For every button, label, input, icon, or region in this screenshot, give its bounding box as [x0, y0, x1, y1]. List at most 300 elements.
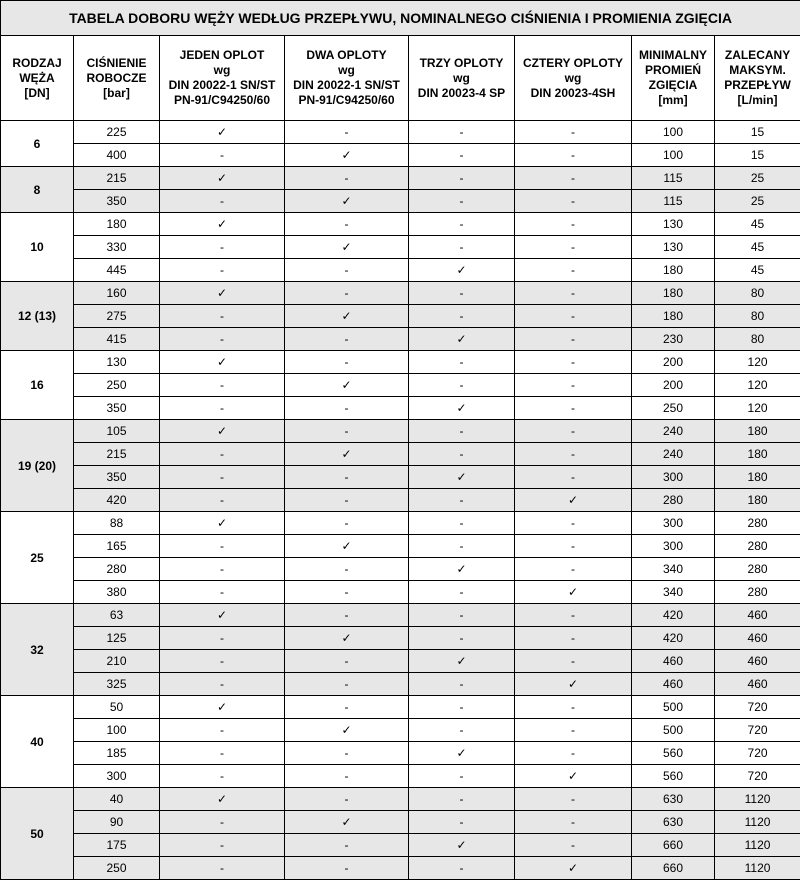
- dn-size-cell: 19 (20): [1, 420, 74, 512]
- dash-cell: -: [515, 627, 632, 650]
- header-line: wg: [213, 63, 231, 77]
- pressure-cell: 40: [74, 788, 160, 811]
- checkmark-icon: ✓: [409, 650, 515, 673]
- header-line: MINIMALNY: [639, 48, 707, 62]
- min-radius-cell: 460: [632, 650, 715, 673]
- pressure-cell: 50: [74, 696, 160, 719]
- max-flow-cell: 720: [715, 765, 800, 788]
- dash-cell: -: [285, 742, 409, 765]
- header-line: DIN 20023-4 SP: [417, 85, 506, 100]
- checkmark-icon: ✓: [160, 420, 285, 443]
- header-line: [bar]: [103, 85, 130, 100]
- table-row: [1, 397, 800, 420]
- max-flow-cell: 460: [715, 673, 800, 696]
- max-flow-cell: 80: [715, 282, 800, 305]
- table-body: [1, 121, 800, 880]
- dash-cell: -: [409, 788, 515, 811]
- table-title: TABELA DOBORU WĘŻY WEDŁUG PRZEPŁYWU, NOMINALNEGO CIŚNIENIA I PROMIENIA ZGIĘCIA: [1, 1, 800, 36]
- dash-cell: -: [409, 719, 515, 742]
- pressure-cell: 165: [74, 535, 160, 558]
- table-row: [1, 811, 800, 834]
- checkmark-icon: ✓: [160, 788, 285, 811]
- dash-cell: -: [515, 374, 632, 397]
- pressure-cell: 330: [74, 236, 160, 259]
- checkmark-icon: ✓: [160, 167, 285, 190]
- header-three-braids: [409, 36, 515, 121]
- dash-cell: -: [409, 581, 515, 604]
- header-line: CZTERY OPLOTY: [522, 55, 623, 70]
- max-flow-cell: 80: [715, 305, 800, 328]
- dash-cell: -: [285, 673, 409, 696]
- header-line: DIN 20022-1 SN/ST: [168, 78, 276, 92]
- dash-cell: -: [515, 466, 632, 489]
- pressure-cell: 130: [74, 351, 160, 374]
- dash-cell: -: [160, 443, 285, 466]
- header-line: [DN]: [24, 85, 50, 100]
- checkmark-icon: ✓: [409, 259, 515, 282]
- dn-size-cell: 40: [1, 696, 74, 788]
- checkmark-icon: ✓: [285, 443, 409, 466]
- pressure-cell: 350: [74, 190, 160, 213]
- dash-cell: -: [515, 535, 632, 558]
- dash-cell: -: [515, 696, 632, 719]
- checkmark-icon: ✓: [409, 328, 515, 351]
- pressure-cell: 100: [74, 719, 160, 742]
- table-row: [1, 466, 800, 489]
- min-radius-cell: 200: [632, 351, 715, 374]
- dash-cell: -: [409, 305, 515, 328]
- table-row: [1, 259, 800, 282]
- min-radius-cell: 500: [632, 719, 715, 742]
- pressure-cell: 300: [74, 765, 160, 788]
- dash-cell: -: [160, 305, 285, 328]
- dash-cell: -: [409, 282, 515, 305]
- table-row: [1, 282, 800, 305]
- min-radius-cell: 660: [632, 857, 715, 880]
- checkmark-icon: ✓: [409, 558, 515, 581]
- dash-cell: -: [409, 443, 515, 466]
- checkmark-icon: ✓: [160, 604, 285, 627]
- dash-cell: -: [285, 581, 409, 604]
- min-radius-cell: 300: [632, 512, 715, 535]
- checkmark-icon: ✓: [285, 144, 409, 167]
- dash-cell: -: [409, 696, 515, 719]
- table-row: [1, 834, 800, 857]
- dash-cell: -: [409, 627, 515, 650]
- dash-cell: -: [285, 696, 409, 719]
- dash-cell: -: [160, 673, 285, 696]
- dash-cell: -: [515, 788, 632, 811]
- min-radius-cell: 180: [632, 282, 715, 305]
- table-row: [1, 512, 800, 535]
- min-radius-cell: 250: [632, 397, 715, 420]
- dash-cell: -: [515, 351, 632, 374]
- header-line: wg: [338, 63, 355, 77]
- pressure-cell: 350: [74, 397, 160, 420]
- pressure-cell: 185: [74, 742, 160, 765]
- min-radius-cell: 115: [632, 190, 715, 213]
- table-row: [1, 144, 800, 167]
- header-line: PROMIEŃ: [644, 63, 701, 77]
- checkmark-icon: ✓: [515, 857, 632, 880]
- max-flow-cell: 720: [715, 742, 800, 765]
- dash-cell: -: [515, 443, 632, 466]
- dash-cell: -: [160, 397, 285, 420]
- min-radius-cell: 180: [632, 305, 715, 328]
- min-radius-cell: 100: [632, 144, 715, 167]
- dash-cell: -: [409, 512, 515, 535]
- header-max-flow: [715, 36, 800, 121]
- dash-cell: -: [515, 604, 632, 627]
- dash-cell: -: [515, 742, 632, 765]
- dash-cell: -: [285, 420, 409, 443]
- pressure-cell: 180: [74, 213, 160, 236]
- checkmark-icon: ✓: [285, 535, 409, 558]
- dash-cell: -: [160, 558, 285, 581]
- dash-cell: -: [515, 420, 632, 443]
- dash-cell: -: [409, 489, 515, 512]
- dash-cell: -: [160, 144, 285, 167]
- dash-cell: -: [285, 489, 409, 512]
- max-flow-cell: 720: [715, 696, 800, 719]
- dash-cell: -: [285, 466, 409, 489]
- pressure-cell: 210: [74, 650, 160, 673]
- dash-cell: -: [285, 167, 409, 190]
- dn-size-cell: 8: [1, 167, 74, 213]
- min-radius-cell: 460: [632, 673, 715, 696]
- pressure-cell: 215: [74, 167, 160, 190]
- dash-cell: -: [515, 512, 632, 535]
- max-flow-cell: 280: [715, 581, 800, 604]
- checkmark-icon: ✓: [409, 466, 515, 489]
- checkmark-icon: ✓: [160, 696, 285, 719]
- checkmark-icon: ✓: [160, 213, 285, 236]
- min-radius-cell: 660: [632, 834, 715, 857]
- dash-cell: -: [409, 673, 515, 696]
- dash-cell: -: [409, 121, 515, 144]
- max-flow-cell: 720: [715, 719, 800, 742]
- header-line: wg: [564, 70, 582, 85]
- dash-cell: -: [409, 236, 515, 259]
- checkmark-icon: ✓: [515, 765, 632, 788]
- pressure-cell: 90: [74, 811, 160, 834]
- dn-size-cell: 12 (13): [1, 282, 74, 351]
- min-radius-cell: 130: [632, 236, 715, 259]
- checkmark-icon: ✓: [515, 489, 632, 512]
- table-row: [1, 765, 800, 788]
- pressure-cell: 225: [74, 121, 160, 144]
- table-row: [1, 489, 800, 512]
- min-radius-cell: 630: [632, 811, 715, 834]
- header-line: PRZEPŁYW: [724, 78, 791, 92]
- table-row: [1, 328, 800, 351]
- max-flow-cell: 15: [715, 144, 800, 167]
- min-radius-cell: 240: [632, 443, 715, 466]
- pressure-cell: 280: [74, 558, 160, 581]
- pressure-cell: 380: [74, 581, 160, 604]
- pressure-cell: 400: [74, 144, 160, 167]
- dash-cell: -: [515, 236, 632, 259]
- dn-size-cell: 10: [1, 213, 74, 282]
- max-flow-cell: 460: [715, 604, 800, 627]
- header-line: DIN 20023-4SH: [530, 85, 616, 100]
- dn-size-cell: 50: [1, 788, 74, 880]
- dash-cell: -: [515, 282, 632, 305]
- column-header-row: [1, 36, 800, 121]
- checkmark-icon: ✓: [515, 581, 632, 604]
- dash-cell: -: [285, 121, 409, 144]
- dash-cell: -: [409, 213, 515, 236]
- dash-cell: -: [515, 397, 632, 420]
- checkmark-icon: ✓: [409, 397, 515, 420]
- checkmark-icon: ✓: [409, 834, 515, 857]
- min-radius-cell: 500: [632, 696, 715, 719]
- header-line: wg: [453, 70, 470, 85]
- min-radius-cell: 340: [632, 581, 715, 604]
- dash-cell: -: [160, 811, 285, 834]
- pressure-cell: 325: [74, 673, 160, 696]
- max-flow-cell: 45: [715, 236, 800, 259]
- header-one-braid: [160, 36, 285, 121]
- header-line: RODZAJ: [12, 55, 62, 70]
- max-flow-cell: 45: [715, 213, 800, 236]
- header-line: DIN 20022-1 SN/ST: [293, 78, 400, 92]
- dash-cell: -: [160, 259, 285, 282]
- table-row: [1, 788, 800, 811]
- dash-cell: -: [160, 627, 285, 650]
- pressure-cell: 415: [74, 328, 160, 351]
- header-line: ZGIĘCIA: [648, 78, 698, 92]
- pressure-cell: 350: [74, 466, 160, 489]
- dash-cell: -: [515, 144, 632, 167]
- dash-cell: -: [285, 213, 409, 236]
- max-flow-cell: 120: [715, 351, 800, 374]
- min-radius-cell: 130: [632, 213, 715, 236]
- header-line: [mm]: [658, 93, 688, 107]
- dash-cell: -: [160, 742, 285, 765]
- dash-cell: -: [285, 788, 409, 811]
- min-radius-cell: 560: [632, 742, 715, 765]
- dash-cell: -: [515, 167, 632, 190]
- header-four-braids: [515, 36, 632, 121]
- table-row: [1, 627, 800, 650]
- dash-cell: -: [285, 857, 409, 880]
- dash-cell: -: [285, 558, 409, 581]
- dash-cell: -: [515, 305, 632, 328]
- header-dn: [1, 36, 74, 121]
- table-row: [1, 581, 800, 604]
- pressure-cell: 250: [74, 374, 160, 397]
- dn-size-cell: 32: [1, 604, 74, 696]
- max-flow-cell: 180: [715, 466, 800, 489]
- min-radius-cell: 630: [632, 788, 715, 811]
- dash-cell: -: [160, 374, 285, 397]
- checkmark-icon: ✓: [285, 374, 409, 397]
- dash-cell: -: [409, 535, 515, 558]
- checkmark-icon: ✓: [409, 742, 515, 765]
- max-flow-cell: 180: [715, 443, 800, 466]
- dash-cell: -: [160, 489, 285, 512]
- dash-cell: -: [160, 535, 285, 558]
- max-flow-cell: 460: [715, 627, 800, 650]
- max-flow-cell: 280: [715, 512, 800, 535]
- dash-cell: -: [515, 259, 632, 282]
- table-row: [1, 673, 800, 696]
- header-line: PN-91/C94250/60: [173, 93, 271, 107]
- dash-cell: -: [160, 719, 285, 742]
- dash-cell: -: [160, 834, 285, 857]
- dash-cell: -: [285, 328, 409, 351]
- dash-cell: -: [409, 604, 515, 627]
- header-line: ROBOCZE: [86, 70, 147, 85]
- table-row: [1, 351, 800, 374]
- table-row: [1, 857, 800, 880]
- table-row: [1, 443, 800, 466]
- header-pressure: [74, 36, 160, 121]
- pressure-cell: 105: [74, 420, 160, 443]
- max-flow-cell: 1120: [715, 834, 800, 857]
- max-flow-cell: 120: [715, 397, 800, 420]
- dash-cell: -: [160, 765, 285, 788]
- dash-cell: -: [515, 650, 632, 673]
- dash-cell: -: [285, 650, 409, 673]
- checkmark-icon: ✓: [160, 351, 285, 374]
- min-radius-cell: 420: [632, 627, 715, 650]
- dash-cell: -: [409, 811, 515, 834]
- max-flow-cell: 1120: [715, 811, 800, 834]
- pressure-cell: 88: [74, 512, 160, 535]
- dash-cell: -: [409, 167, 515, 190]
- max-flow-cell: 25: [715, 190, 800, 213]
- dash-cell: -: [285, 397, 409, 420]
- pressure-cell: 160: [74, 282, 160, 305]
- max-flow-cell: 180: [715, 420, 800, 443]
- dn-size-cell: 6: [1, 121, 74, 167]
- table-row: [1, 121, 800, 144]
- dash-cell: -: [285, 282, 409, 305]
- min-radius-cell: 230: [632, 328, 715, 351]
- dash-cell: -: [160, 581, 285, 604]
- min-radius-cell: 280: [632, 489, 715, 512]
- dash-cell: -: [515, 719, 632, 742]
- pressure-cell: 215: [74, 443, 160, 466]
- checkmark-icon: ✓: [160, 282, 285, 305]
- max-flow-cell: 180: [715, 489, 800, 512]
- dash-cell: -: [160, 190, 285, 213]
- dash-cell: -: [409, 857, 515, 880]
- table-row: [1, 213, 800, 236]
- min-radius-cell: 200: [632, 374, 715, 397]
- table-row: [1, 696, 800, 719]
- dash-cell: -: [409, 144, 515, 167]
- pressure-cell: 445: [74, 259, 160, 282]
- dash-cell: -: [285, 259, 409, 282]
- min-radius-cell: 420: [632, 604, 715, 627]
- checkmark-icon: ✓: [285, 627, 409, 650]
- header-line: JEDEN OPLOT: [179, 48, 265, 62]
- max-flow-cell: 120: [715, 374, 800, 397]
- table-row: [1, 374, 800, 397]
- checkmark-icon: ✓: [285, 305, 409, 328]
- dash-cell: -: [515, 328, 632, 351]
- dash-cell: -: [409, 190, 515, 213]
- min-radius-cell: 300: [632, 466, 715, 489]
- header-line: DWA OPLOTY: [306, 48, 387, 62]
- header-min-radius: [632, 36, 715, 121]
- min-radius-cell: 180: [632, 259, 715, 282]
- header-line: TRZY OPLOTY: [419, 55, 504, 70]
- header-line: CIŚNIENIE: [86, 55, 147, 70]
- checkmark-icon: ✓: [160, 121, 285, 144]
- header-line: PN-91/C94250/60: [298, 93, 395, 107]
- header-line: MAKSYM.: [729, 63, 786, 77]
- min-radius-cell: 300: [632, 535, 715, 558]
- max-flow-cell: 45: [715, 259, 800, 282]
- dash-cell: -: [409, 374, 515, 397]
- max-flow-cell: 80: [715, 328, 800, 351]
- header-line: WĘŻA: [19, 70, 55, 85]
- table-row: [1, 650, 800, 673]
- table-row: [1, 604, 800, 627]
- dash-cell: -: [285, 834, 409, 857]
- dn-size-cell: 25: [1, 512, 74, 604]
- dash-cell: -: [160, 236, 285, 259]
- checkmark-icon: ✓: [285, 811, 409, 834]
- checkmark-icon: ✓: [285, 236, 409, 259]
- dash-cell: -: [285, 765, 409, 788]
- dash-cell: -: [285, 512, 409, 535]
- pressure-cell: 250: [74, 857, 160, 880]
- checkmark-icon: ✓: [515, 673, 632, 696]
- checkmark-icon: ✓: [285, 190, 409, 213]
- dash-cell: -: [515, 190, 632, 213]
- max-flow-cell: 15: [715, 121, 800, 144]
- pressure-cell: 420: [74, 489, 160, 512]
- min-radius-cell: 240: [632, 420, 715, 443]
- pressure-cell: 275: [74, 305, 160, 328]
- max-flow-cell: 1120: [715, 857, 800, 880]
- table-row: [1, 558, 800, 581]
- header-line: [L/min]: [737, 93, 778, 107]
- table-row: [1, 305, 800, 328]
- dash-cell: -: [285, 604, 409, 627]
- checkmark-icon: ✓: [285, 719, 409, 742]
- pressure-cell: 175: [74, 834, 160, 857]
- table-row: [1, 420, 800, 443]
- dash-cell: -: [409, 351, 515, 374]
- dash-cell: -: [160, 328, 285, 351]
- dash-cell: -: [515, 811, 632, 834]
- dash-cell: -: [160, 650, 285, 673]
- table-row: [1, 535, 800, 558]
- min-radius-cell: 340: [632, 558, 715, 581]
- min-radius-cell: 100: [632, 121, 715, 144]
- dash-cell: -: [285, 351, 409, 374]
- min-radius-cell: 115: [632, 167, 715, 190]
- header-two-braids: [285, 36, 409, 121]
- min-radius-cell: 560: [632, 765, 715, 788]
- max-flow-cell: 280: [715, 535, 800, 558]
- dash-cell: -: [409, 420, 515, 443]
- max-flow-cell: 25: [715, 167, 800, 190]
- table-row: [1, 742, 800, 765]
- checkmark-icon: ✓: [160, 512, 285, 535]
- table-row: [1, 190, 800, 213]
- dash-cell: -: [160, 857, 285, 880]
- dash-cell: -: [515, 213, 632, 236]
- pressure-cell: 125: [74, 627, 160, 650]
- header-line: ZALECANY: [724, 48, 791, 62]
